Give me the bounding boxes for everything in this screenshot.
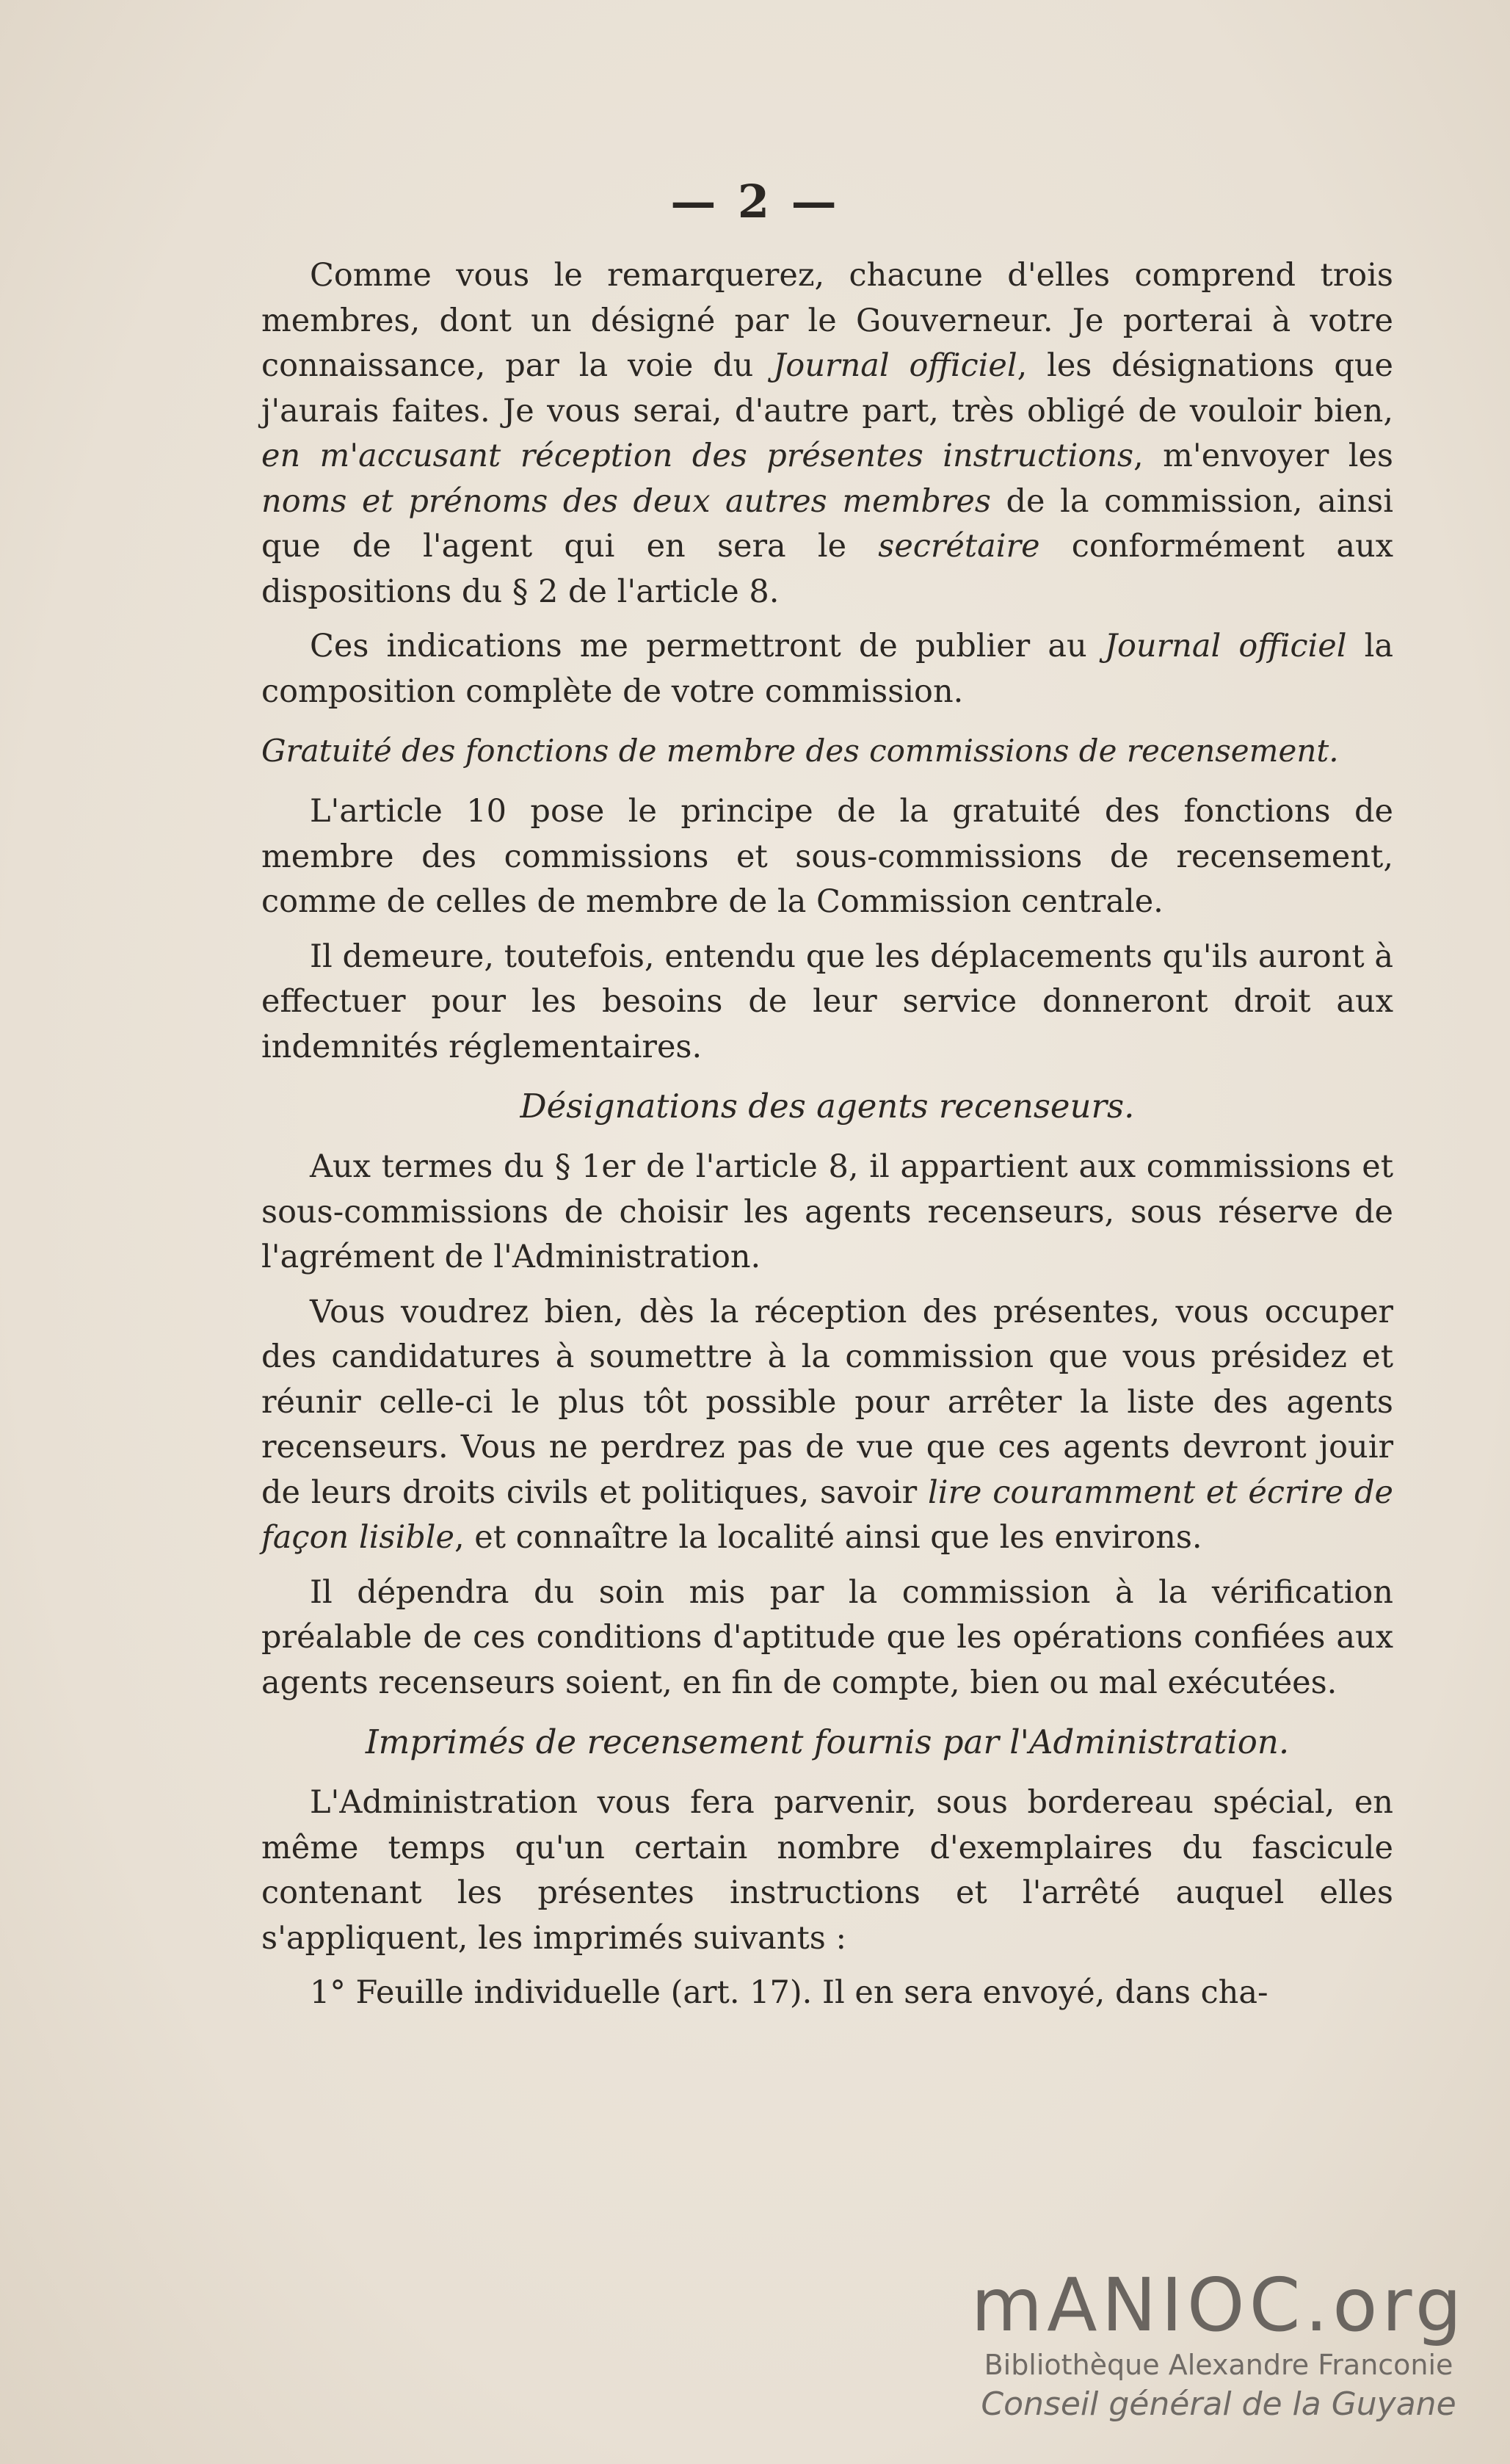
paragraph-6-text-a: Vous voudrez bien, dès la réception des présentes, vous occuper des candidatures à soumettre à la commission que vous présidez et réunir celle-ci le plus tôt possible pour arrêter la liste des agents recenseurs. Vous ne perdrez pas de vue que ces agents devront jouir de leurs droits civils et politiques, savoir <box>261 1293 1393 1511</box>
paragraph-8: L'Administration vous fera parvenir, sous bordereau spécial, en même temps qu'un certain nombre d'exemplaires du fascicule contenant les présentes instructions et l'arrêté auquel elles s'appliquent, les imprimés suivants : <box>261 1784 1393 1957</box>
section-heading-imprimes: Imprimés de recensement fournis par l'Administration. <box>365 1722 1290 1761</box>
manioc-logo: mANIOC.org <box>970 2262 1467 2348</box>
paragraph-4: Il demeure, toutefois, entendu que les déplacements qu'ils auront à effectuer pour les besoins de leur service donneront droit aux indemnités réglementaires. <box>261 938 1393 1065</box>
paragraph-9: 1° Feuille individuelle (art. 17). Il en sera envoyé, dans cha- <box>310 1974 1268 2011</box>
paragraph-1-italic-d: en m'accusant réception des présentes instructions <box>261 438 1134 474</box>
text-column <box>261 253 1393 2026</box>
paragraph-7: Il dépendra du soin mis par la commission à la vérification préalable de ces conditions d'aptitude que les opérations confiées aux agents recenseurs soient, en fin de compte, bien ou mal exécutées. <box>261 1573 1393 1701</box>
paragraph-1 <box>261 253 1393 615</box>
paragraph-1-text-a: Comme vous le remarquerez, chacune d'elles comprend trois membres, dont un désigné par le Gouverneur. Je porterai à votre connaissance, par la voie du <box>261 257 1393 384</box>
paragraph-6 <box>261 1290 1393 1561</box>
journal-officiel-ref: Journal officiel <box>773 347 1017 384</box>
paragraph-5: Aux termes du § 1er de l'article 8, il appartient aux commissions et sous-commissions de choisir les agents recenseurs, sous réserve de l'agrément de l'Administration. <box>261 1148 1393 1275</box>
paragraph-6-italic-b: lire couramment et écrire de façon lisible <box>261 1474 1393 1556</box>
paragraph-1-italic-h: secrétaire <box>878 528 1040 565</box>
library-name: Bibliothèque Alexandre Franconie <box>984 2349 1453 2381</box>
paragraph-1-text-e: , m'envoyer les <box>1133 438 1393 474</box>
paragraph-2 <box>261 624 1393 714</box>
paragraph-6-text-c: , et connaître la localité ainsi que les environs. <box>454 1519 1202 1556</box>
manioc-watermark <box>962 2262 1475 2423</box>
paragraph-2-text-a: Ces indications me permettront de publier au <box>310 628 1105 664</box>
paragraph-2-text-c: la composition complète de votre commission. <box>261 628 1393 710</box>
section-heading-gratuite: Gratuité des fonctions de membre des commissions de recensement. <box>261 733 1339 769</box>
page-number: — 2 — <box>670 175 840 228</box>
council-name: Conseil général de la Guyane <box>981 2385 1456 2423</box>
paragraph-3: L'article 10 pose le principe de la gratuité des fonctions de membre des commissions et sous-commissions de recensement, comme de celles de membre de la Commission centrale. <box>261 793 1393 920</box>
section-heading-designations: Désignations des agents recenseurs. <box>520 1087 1135 1126</box>
paragraph-1-text-g: de la commission, ainsi que de l'agent qui en sera le <box>261 482 1393 565</box>
paragraph-1-text-i: conformément aux dispositions du § 2 de l'article 8. <box>261 528 1393 610</box>
journal-officiel-ref-2: Journal officiel <box>1104 628 1347 664</box>
paragraph-1-text-c: , les désignations que j'aurais faites. Je vous serai, d'autre part, très obligé de vouloir bien, <box>261 347 1393 430</box>
paragraph-1-italic-f: noms et prénoms des deux autres membres <box>261 482 991 520</box>
